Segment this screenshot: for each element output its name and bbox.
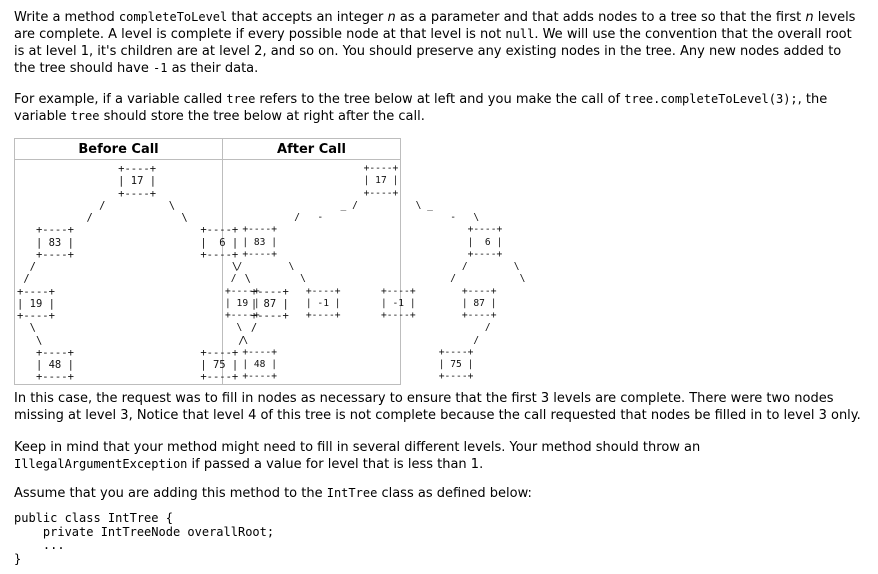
null-keyword: null xyxy=(505,27,535,41)
after-tree: +----+ | 17 | +----+ _ / \ _ / - - \ +----+ +----+ | 83 | | 6 | +----+ +----+ / \ / \ / \ / \ +----+ +----+ +----+ +----+ | 19 | | -1 | | -1 | | 87 | +----+ +----+ +----+ +----+ \ / \ / +----+ +----+ | 48 | | 75 | +----+ +----+ xyxy=(225,163,526,383)
tree-variable: tree xyxy=(226,92,256,106)
negative-one: -1 xyxy=(152,61,168,75)
explanation-paragraph: In this case, the request was to fill in nodes as necessary to ensure that the first 3 levels are complete. There were two nodes missing at level 3, Notice that level 4 of this tree is not complete because the call requested that nodes be filled in to level 3 only. xyxy=(14,391,861,423)
method-name: completeToLevel xyxy=(118,10,228,24)
keep-in-mind-paragraph: Keep in mind that your method might need to fill in several different levels. Your method should throw an IllegalArgumentException if passed a value for level that is less than 1. xyxy=(14,440,701,472)
class-code-block: public class IntTree { private IntTreeNode overallRoot; ... } xyxy=(14,511,275,566)
before-call-header: Before Call xyxy=(15,139,223,160)
example-paragraph: For example, if a variable called tree refers to the tree below at left and you make the call of tree.completeToLevel(3);, the variable tree should store the tree below at right after the call. xyxy=(14,92,828,124)
assume-paragraph: Assume that you are adding this method to the IntTree class as defined below: xyxy=(14,486,532,501)
method-call: tree.completeToLevel(3); xyxy=(624,92,798,106)
before-tree-cell xyxy=(15,160,289,385)
class-name: IntTree xyxy=(326,486,378,500)
example-trees-table xyxy=(14,138,526,385)
tree-variable: tree xyxy=(70,109,100,123)
intro-paragraph: Write a method completeToLevel that accepts an integer n as a parameter and that adds nodes to a tree so that the first n levels are complete. A level is complete if every possible node at that level is not null. We will use the convention that the overall root is at level 1, it's children are at level 2, and so on. You should preserve any existing nodes in the tree. Any new nodes added to the tree should have -1 as their data. xyxy=(14,10,856,76)
after-tree-cell xyxy=(223,160,526,385)
before-tree: +----+ | 17 | +----+ / \ / \ +----+ +----+ | 83 | | 6 | +----+ +----+ / \ / \ +----+ +----+ | 19 | | 87 | +----+ +----+ \ / \ / +----+ +----+ | 48 | | 75 | +----+ +----+ xyxy=(17,163,289,384)
after-call-header: After Call xyxy=(223,139,401,160)
exception-name: IllegalArgumentException xyxy=(14,457,188,471)
